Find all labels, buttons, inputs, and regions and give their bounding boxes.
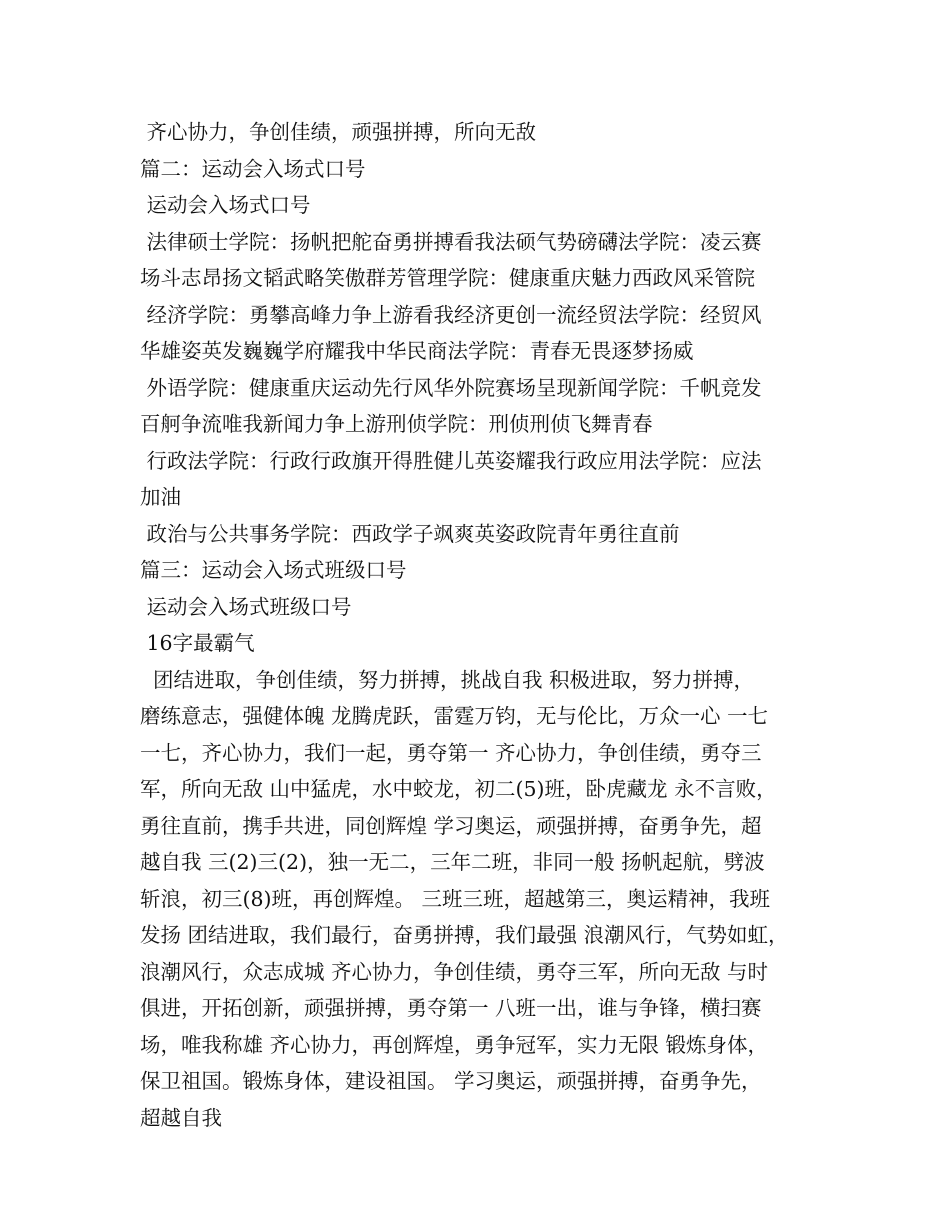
text-line: 超越自我 [140,1105,222,1130]
text-line: 场，唯我称雄 齐心协力，再创辉煌，勇争冠军，实力无限 锻炼身体， [140,1032,769,1057]
text-line: 保卫祖国。锻炼身体，建设祖国。 学习奥运，顽强拼搏，奋勇争先， [140,1069,762,1093]
text-line: 磨练意志，强健体魄 龙腾虎跃，雷霆万钧，无与伦比，万众一心 一七 [140,704,769,728]
text-line: 越自我 三(2)三(2)，独一无二，三年二班，非同一般 扬帆起航，劈波 [140,850,765,874]
text-line: 团结进取，争创佳绩，努力拼搏，挑战自我 积极进取，努力拼搏， [140,667,755,692]
text-line: 华雄姿英发巍巍学府耀我中华民商法学院：青春无畏逐梦扬威 [140,339,694,363]
text-line: 法律硕士学院：扬帆把舵奋勇拼搏看我法硕气势磅礴法学院：凌云赛 [140,229,762,254]
text-line: 军，所向无敌 山中猛虎，水中蛟龙，初二(5)班，卧虎藏龙 永不言败， [140,777,777,801]
text-line: 外语学院：健康重庆运动先行风华外院赛场呈现新闻学院：千帆竞发 [140,375,762,400]
text-line: 加油 [140,485,181,509]
text-line: 篇二：运动会入场式口号 [140,156,366,181]
text-line: 政治与公共事务学院：西政学子飒爽英姿政院青年勇往直前 [140,521,680,546]
text-line: 经济学院：勇攀高峰力争上游看我经济更创一流经贸法学院：经贸风 [140,302,762,327]
text-line: 勇往直前，携手共进，同创辉煌 学习奥运，顽强拼搏，奋勇争先，超 [140,813,762,838]
text-line: 篇三：运动会入场式班级口号 [140,558,407,582]
text-line: 运动会入场式班级口号 [140,594,352,619]
text-line: 百舸争流唯我新闻力争上游刑侦学院：刑侦刑侦飞舞青春 [140,412,653,436]
text-line: 齐心协力，争创佳绩，顽强拼搏，所向无敌 [140,120,537,144]
text-line: 16字最霸气 [140,631,255,655]
text-line: 行政法学院：行政行政旗开得胜健儿英姿耀我行政应用法学院：应法 [140,448,762,473]
text-line: 一七，齐心协力，我们一起，勇夺第一 齐心协力，争创佳绩，勇夺三 [140,740,762,765]
document-body [140,114,820,1136]
text-line: 场斗志昂扬文韬武略笑傲群芳管理学院：健康重庆魅力西政风采管院 [140,266,755,290]
text-line: 运动会入场式口号 [140,193,311,217]
text-line: 俱进，开拓创新，顽强拼搏，勇夺第一 八班一出，谁与争锋，横扫赛 [140,996,762,1020]
text-line: 斩浪，初三(8)班，再创辉煌。 三班三班，超越第三，奥运精神，我班 [140,886,771,911]
text-line: 浪潮风行，众志成城 齐心协力，争创佳绩，勇夺三军，所向无敌 与时 [140,959,769,984]
text-line: 发扬 团结进取，我们最行，奋勇拼搏，我们最强 浪潮风行，气势如虹， [140,923,789,947]
